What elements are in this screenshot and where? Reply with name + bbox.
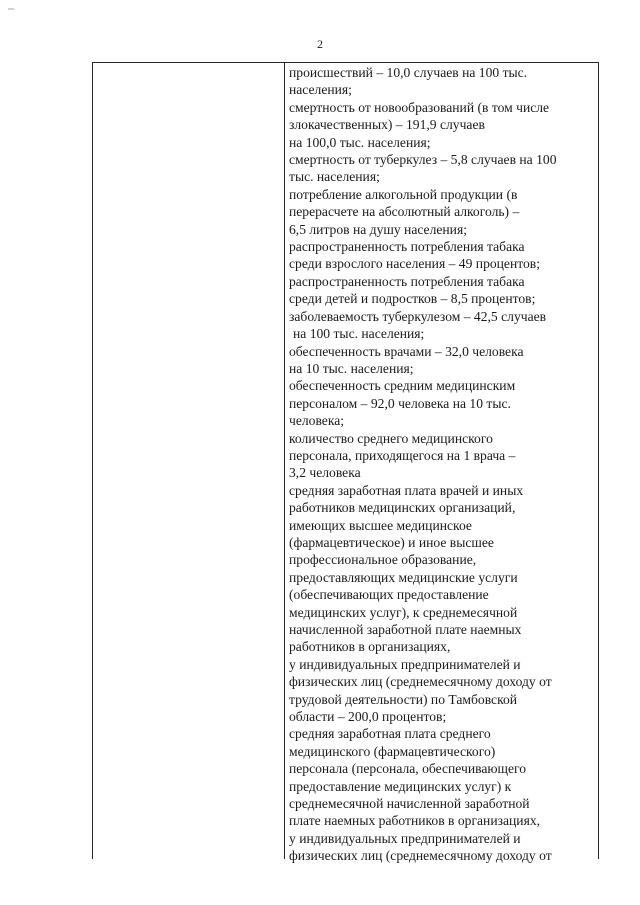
text-line: 6,5 литров на душу населения; xyxy=(289,221,467,237)
text-line: работников медицинских организаций, xyxy=(289,500,516,516)
text-line: работников в организациях, xyxy=(289,639,451,655)
table-left-column xyxy=(93,63,285,859)
document-table xyxy=(92,62,599,864)
text-line: у индивидуальных предпринимателей и xyxy=(289,830,521,846)
text-line: предоставление медицинских услуг) к xyxy=(289,778,512,794)
text-line: средняя заработная плата врачей и иных xyxy=(289,482,524,498)
text-line: медицинского (фармацевтического) xyxy=(289,743,496,759)
text-line: заболеваемость туберкулезом – 42,5 случаев xyxy=(289,308,547,324)
table-right-column xyxy=(285,63,598,864)
text-line: на 100 тыс. населения; xyxy=(293,326,425,342)
text-line: перерасчете на абсолютный алкоголь) – xyxy=(289,204,520,220)
text-line: распространенность потребления табака xyxy=(289,273,525,289)
text-line: среднемесячной начисленной заработной xyxy=(289,796,530,812)
text-line: тыс. населения; xyxy=(289,169,380,185)
text-line: медицинских услуг), к среднемесячной xyxy=(289,604,518,620)
text-line: имеющих высшее медицинское xyxy=(289,517,472,533)
text-line: смертность от туберкулез – 5,8 случаев на 100 xyxy=(289,152,557,168)
text-line: предоставляющих медицинские услуги xyxy=(289,569,518,585)
text-line: населения; xyxy=(289,82,352,98)
text-line: (фармацевтическое) и иное высшее xyxy=(289,534,494,550)
text-line: на 100,0 тыс. населения; xyxy=(289,134,431,150)
text-line: (обеспечивающих предоставление xyxy=(289,587,489,603)
text-line: потребление алкогольной продукции (в xyxy=(289,186,518,202)
text-line: злокачественных) – 191,9 случаев xyxy=(289,117,485,133)
text-line: персоналом – 92,0 человека на 10 тыс. xyxy=(289,395,511,411)
text-line: человека; xyxy=(289,413,345,429)
text-line: количество среднего медицинского xyxy=(289,430,493,446)
text-line: персонала (персонала, обеспечивающего xyxy=(289,761,527,777)
text-line: на 10 тыс. населения; xyxy=(289,360,414,376)
text-line: обеспеченность врачами – 32,0 человека xyxy=(289,343,524,359)
text-line: плате наемных работников в организациях, xyxy=(289,813,541,829)
text-line: области – 200,0 процентов; xyxy=(289,709,447,725)
text-line: распространенность потребления табака xyxy=(289,239,525,255)
text-line: у индивидуальных предпринимателей и xyxy=(289,656,521,672)
text-line: среди детей и подростков – 8,5 процентов; xyxy=(289,291,536,307)
page-number: 2 xyxy=(317,37,323,51)
text-line: обеспеченность средним медицинским xyxy=(289,378,516,394)
text-line: 3,2 человека xyxy=(289,465,361,481)
text-line: смертность от новообразований (в том числе xyxy=(289,99,550,115)
text-line: физических лиц (среднемесячному доходу от xyxy=(289,674,552,690)
text-line: среди взрослого населения – 49 процентов; xyxy=(289,256,540,272)
text-line: начисленной заработной плате наемных xyxy=(289,622,522,637)
text-line: происшествий – 10,0 случаев на 100 тыс. xyxy=(289,65,528,80)
text-line: профессиональное образование, xyxy=(289,552,477,568)
text-line: средняя заработная плата среднего xyxy=(289,726,491,742)
scan-artifact-mark xyxy=(8,8,14,10)
text-line: персонала, приходящегося на 1 врача – xyxy=(289,447,516,463)
text-line: физических лиц (среднемесячному доходу от xyxy=(289,848,552,864)
text-line: трудовой деятельности) по Тамбовской xyxy=(289,691,518,707)
